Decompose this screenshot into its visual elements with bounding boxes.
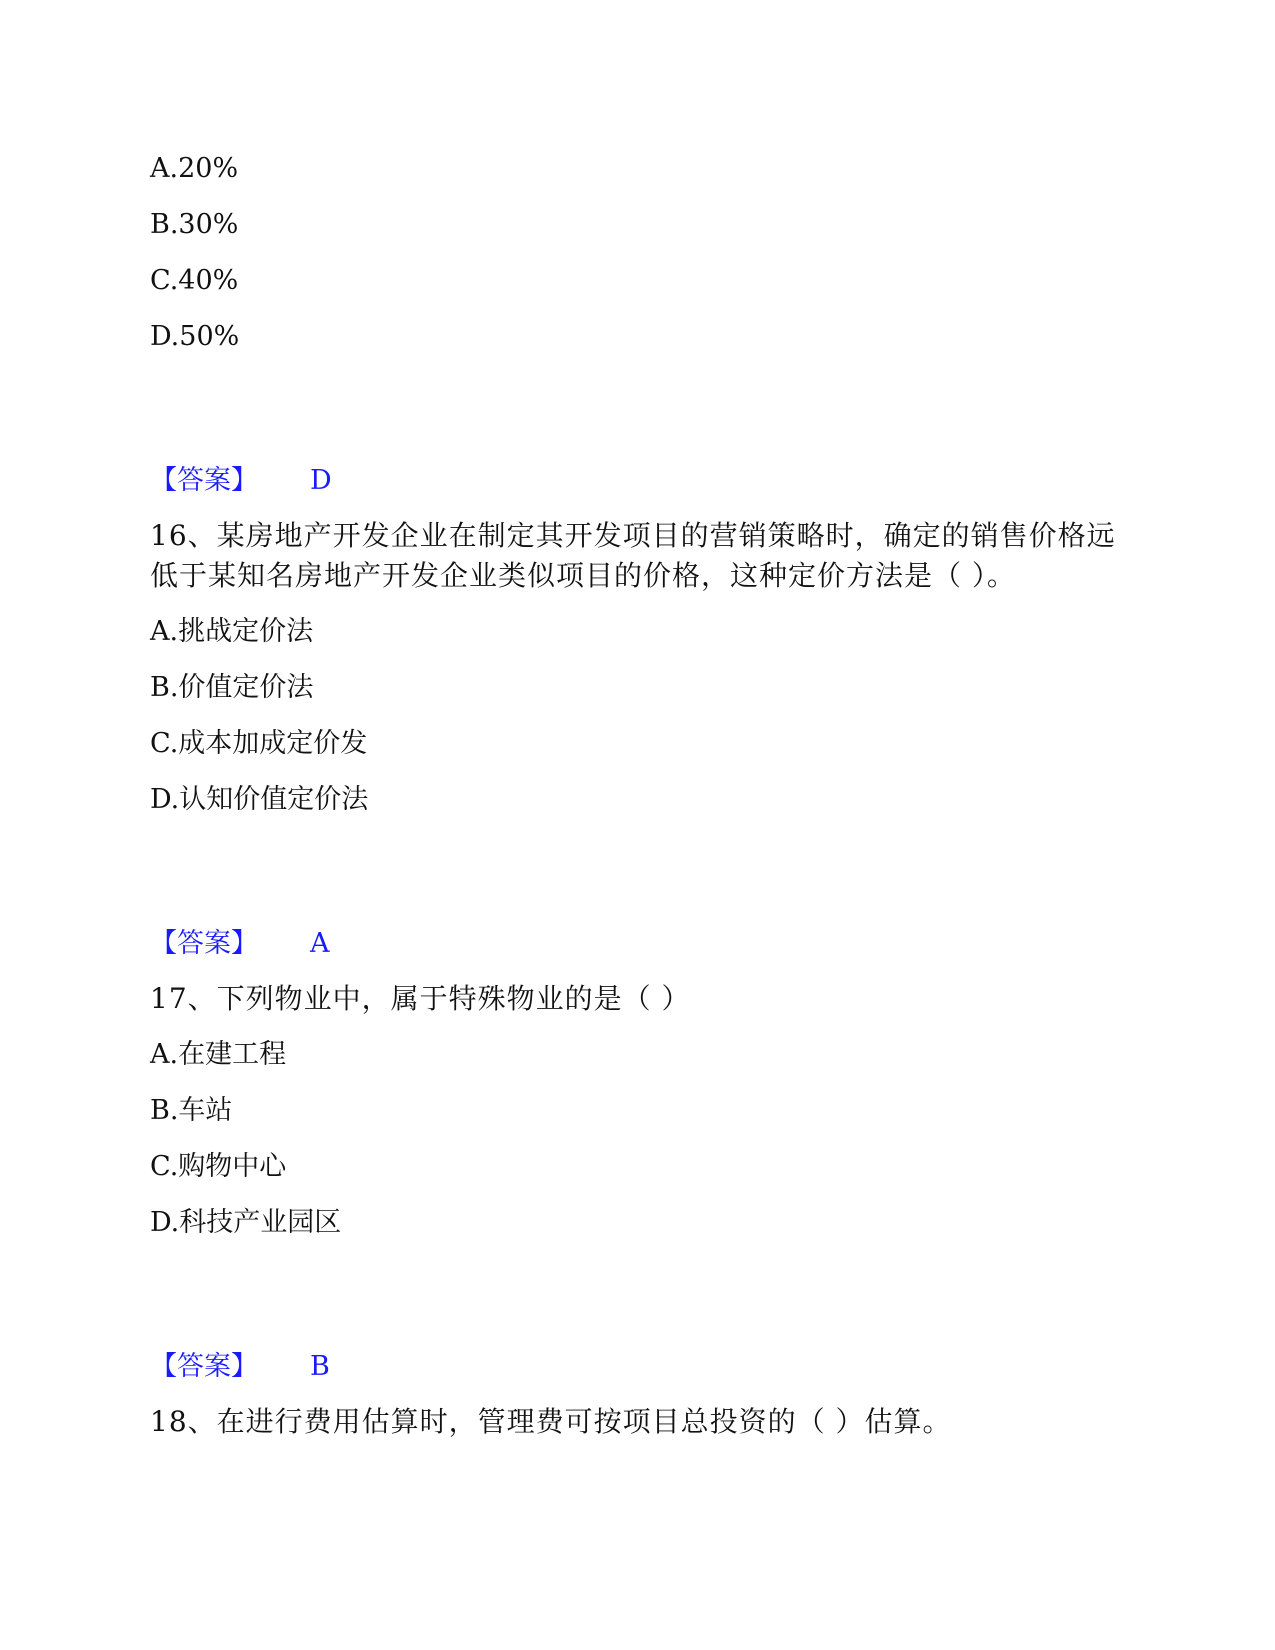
answer-label: 【答案】 bbox=[150, 928, 258, 959]
answer-value: A bbox=[310, 928, 330, 959]
q16-stem-line1: 16、某房地产开发企业在制定其开发项目的营销策略时，确定的销售价格远 bbox=[150, 519, 1116, 552]
q15-option-b: B.30% bbox=[150, 209, 239, 240]
answer-value: B bbox=[310, 1351, 330, 1382]
q16-option-d: D.认知价值定价法 bbox=[150, 784, 369, 815]
q15-answer bbox=[150, 463, 332, 499]
q17-answer bbox=[150, 1349, 330, 1385]
q15-option-a: A.20% bbox=[150, 153, 239, 184]
q15-option-c: C.40% bbox=[150, 265, 239, 296]
q17-option-c: C.购物中心 bbox=[150, 1151, 287, 1182]
q18-stem: 18、在进行费用估算时，管理费可按项目总投资的（ ）估算。 bbox=[150, 1405, 952, 1438]
q15-option-d: D.50% bbox=[150, 321, 240, 352]
answer-label: 【答案】 bbox=[150, 1351, 258, 1382]
answer-label: 【答案】 bbox=[150, 465, 258, 496]
q16-option-c: C.成本加成定价发 bbox=[150, 728, 368, 759]
q16-option-b: B.价值定价法 bbox=[150, 672, 314, 703]
q16-stem-line2: 低于某知名房地产开发企业类似项目的价格，这种定价方法是（ ）。 bbox=[150, 559, 1016, 592]
q16-option-a: A.挑战定价法 bbox=[150, 616, 314, 647]
q17-option-d: D.科技产业园区 bbox=[150, 1207, 342, 1238]
answer-value: D bbox=[310, 465, 332, 496]
q16-answer bbox=[150, 926, 330, 962]
q17-stem: 17、下列物业中，属于特殊物业的是（ ） bbox=[150, 982, 691, 1015]
q17-option-b: B.车站 bbox=[150, 1095, 233, 1126]
q17-option-a: A.在建工程 bbox=[150, 1039, 287, 1070]
